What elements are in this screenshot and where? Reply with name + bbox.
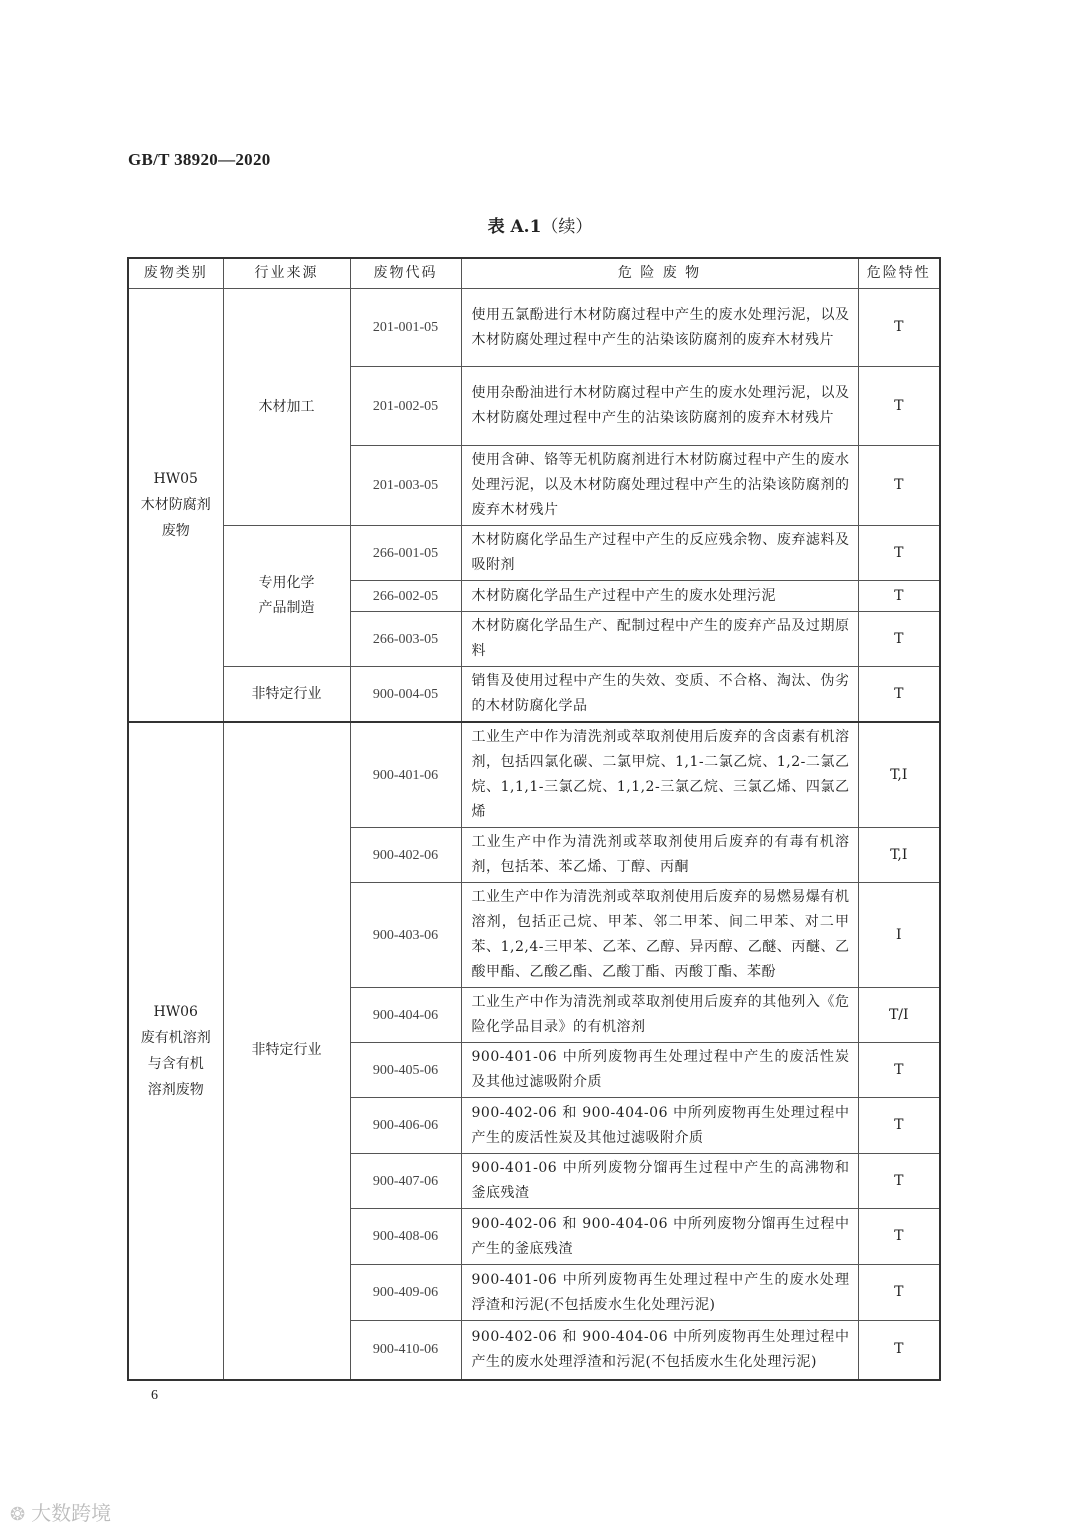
- hazard-characteristic-cell: T: [858, 1265, 940, 1321]
- hazardous-waste-desc-cell: 900-401-06 中所列废物再生处理过程中产生的废活性炭及其他过滤吸附介质: [461, 1043, 858, 1098]
- hazard-characteristic-cell: T: [858, 1209, 940, 1265]
- industry-source-cell: 木材加工: [223, 289, 350, 526]
- hazardous-waste-desc-cell: 工业生产中作为清洗剂或萃取剂使用后废弃的其他列入《危险化学品目录》的有机溶剂: [461, 988, 858, 1043]
- waste-code-cell: 900-410-06: [350, 1321, 461, 1380]
- waste-code-cell: 900-408-06: [350, 1209, 461, 1265]
- table-title-suffix: （续）: [541, 217, 593, 237]
- waste-category-cell: HW06 废有机溶剂 与含有机 溶剂废物: [128, 722, 223, 1380]
- hazard-characteristic-cell: T: [858, 526, 940, 581]
- hazard-characteristic-cell: T,I: [858, 828, 940, 883]
- hazard-characteristic-cell: T: [858, 1321, 940, 1380]
- hazard-characteristic-cell: T: [858, 289, 940, 367]
- table-row: [128, 667, 940, 723]
- waste-code-cell: 900-405-06: [350, 1043, 461, 1098]
- waste-code-cell: 900-409-06: [350, 1265, 461, 1321]
- hazard-characteristic-cell: T,I: [858, 722, 940, 828]
- waste-code-cell: 266-001-05: [350, 526, 461, 581]
- hazard-characteristic-cell: I: [858, 883, 940, 988]
- waste-code-cell: 900-403-06: [350, 883, 461, 988]
- table-title-main: 表 A.1: [487, 217, 542, 237]
- hazardous-waste-desc-cell: 木材防腐化学品生产过程中产生的反应残余物、废弃滤料及吸附剂: [461, 526, 858, 581]
- hazard-characteristic-cell: T: [858, 667, 940, 723]
- hazardous-waste-table: [127, 257, 941, 1381]
- hazardous-waste-desc-cell: 使用含砷、铬等无机防腐剂进行木材防腐过程中产生的废水处理污泥，以及木材防腐处理过程中产生的沾染该防腐剂的废弃木材残片: [461, 446, 858, 526]
- hazardous-waste-desc-cell: 使用杂酚油进行木材防腐过程中产生的废水处理污泥，以及木材防腐处理过程中产生的沾染该防腐剂的废弃木材残片: [461, 367, 858, 446]
- column-header: 废物代码: [350, 258, 461, 289]
- hazardous-waste-desc-cell: 木材防腐化学品生产、配制过程中产生的废弃产品及过期原料: [461, 612, 858, 667]
- hazard-characteristic-cell: T: [858, 1098, 940, 1154]
- hazardous-waste-desc-cell: 工业生产中作为清洗剂或萃取剂使用后废弃的有毒有机溶剂，包括苯、苯乙烯、丁醇、丙酮: [461, 828, 858, 883]
- waste-code-cell: 900-406-06: [350, 1098, 461, 1154]
- column-header: 行业来源: [223, 258, 350, 289]
- waste-code-cell: 201-003-05: [350, 446, 461, 526]
- hazardous-waste-desc-cell: 900-402-06 和 900-404-06 中所列废物再生处理过程中产生的废活性炭及其他过滤吸附介质: [461, 1098, 858, 1154]
- column-header: 废物类别: [128, 258, 223, 289]
- table-header-row: [128, 258, 940, 289]
- waste-code-cell: 900-401-06: [350, 722, 461, 828]
- hazardous-waste-desc-cell: 工业生产中作为清洗剂或萃取剂使用后废弃的易燃易爆有机溶剂，包括正己烷、甲苯、邻二甲苯、间二甲苯、对二甲苯、1,2,4-三甲苯、乙苯、乙醇、异丙醇、乙醚、丙醚、乙酸甲酯、乙酸乙酯、乙酸丁酯、丙酸丁酯、苯酚: [461, 883, 858, 988]
- hazardous-waste-desc-cell: 使用五氯酚进行木材防腐过程中产生的废水处理污泥，以及木材防腐处理过程中产生的沾染该防腐剂的废弃木材残片: [461, 289, 858, 367]
- hazard-characteristic-cell: T: [858, 367, 940, 446]
- waste-code-cell: 900-407-06: [350, 1154, 461, 1209]
- column-header: 危 险 废 物: [461, 258, 858, 289]
- watermark: [10, 1497, 111, 1526]
- waste-code-cell: 266-002-05: [350, 581, 461, 612]
- waste-code-cell: 266-003-05: [350, 612, 461, 667]
- waste-code-cell: 900-004-05: [350, 667, 461, 723]
- page-number: 6: [151, 1388, 158, 1403]
- hazardous-waste-desc-cell: 工业生产中作为清洗剂或萃取剂使用后废弃的含卤素有机溶剂，包括四氯化碳、二氯甲烷、1,1-二氯乙烷、1,2-二氯乙烷、1,1,1-三氯乙烷、1,1,2-三氯乙烷、三氯乙烯、四氯乙烯: [461, 722, 858, 828]
- industry-source-cell: 非特定行业: [223, 722, 350, 1380]
- hazardous-waste-desc-cell: 销售及使用过程中产生的失效、变质、不合格、淘汰、伪劣的木材防腐化学品: [461, 667, 858, 723]
- hazard-characteristic-cell: T: [858, 1154, 940, 1209]
- column-header: 危险特性: [858, 258, 940, 289]
- table-row: [128, 526, 940, 581]
- standard-number: GB/T 38920—2020: [128, 150, 271, 169]
- hazardous-waste-desc-cell: 900-402-06 和 900-404-06 中所列废物再生处理过程中产生的废水处理浮渣和污泥(不包括废水生化处理污泥): [461, 1321, 858, 1380]
- table-title: [0, 212, 1080, 237]
- hazardous-waste-desc-cell: 900-401-06 中所列废物分馏再生过程中产生的高沸物和釜底残渣: [461, 1154, 858, 1209]
- industry-source-cell: 非特定行业: [223, 667, 350, 723]
- hazard-characteristic-cell: T: [858, 612, 940, 667]
- table-row: [128, 722, 940, 828]
- waste-code-cell: 201-001-05: [350, 289, 461, 367]
- hazardous-waste-desc-cell: 900-402-06 和 900-404-06 中所列废物分馏再生过程中产生的釜底残渣: [461, 1209, 858, 1265]
- watermark-logo-icon: ❂: [10, 1504, 26, 1525]
- hazard-characteristic-cell: T: [858, 446, 940, 526]
- table-row: [128, 289, 940, 367]
- table-body: [128, 289, 940, 1380]
- hazardous-waste-desc-cell: 900-401-06 中所列废物再生处理过程中产生的废水处理浮渣和污泥(不包括废水生化处理污泥): [461, 1265, 858, 1321]
- hazard-characteristic-cell: T: [858, 1043, 940, 1098]
- hazard-characteristic-cell: T: [858, 581, 940, 612]
- hazard-characteristic-cell: T/I: [858, 988, 940, 1043]
- watermark-text: 大数跨境: [31, 1501, 112, 1525]
- waste-code-cell: 201-002-05: [350, 367, 461, 446]
- hazardous-waste-desc-cell: 木材防腐化学品生产过程中产生的废水处理污泥: [461, 581, 858, 612]
- waste-category-cell: HW05 木材防腐剂 废物: [128, 289, 223, 723]
- waste-code-cell: 900-404-06: [350, 988, 461, 1043]
- waste-code-cell: 900-402-06: [350, 828, 461, 883]
- industry-source-cell: 专用化学 产品制造: [223, 526, 350, 667]
